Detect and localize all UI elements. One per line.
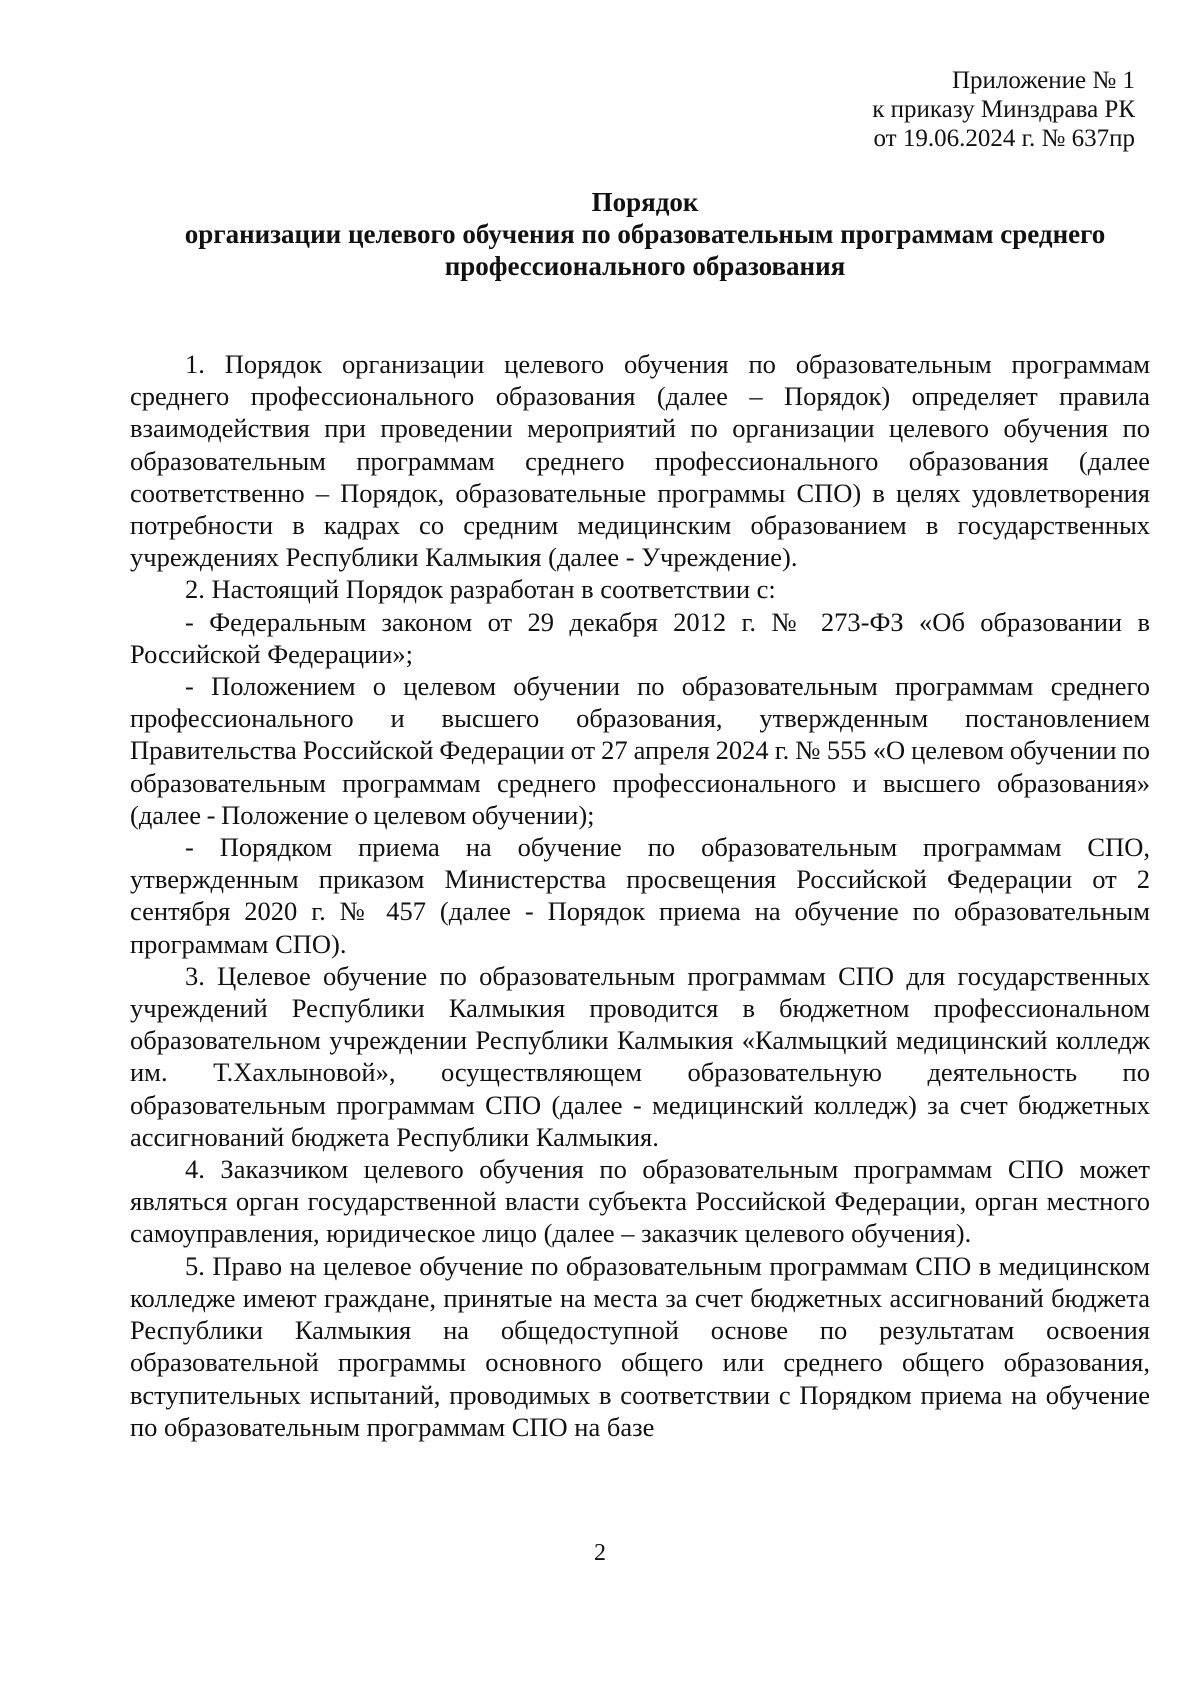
document-title-line: организации целевого обучения по образовательным программам среднего xyxy=(184,219,1106,249)
document-title-line: профессионального образования xyxy=(444,251,846,281)
paragraph-2: 2. Настоящий Порядок разработан в соответствии с: xyxy=(185,574,776,605)
document-title xyxy=(140,186,1150,282)
appendix-header xyxy=(872,66,1135,153)
paragraph-3: 3. Целевое обучение по образовательным программам СПО для государственных учреждений Республики Калмыкия проводится в бюджетном профессиональном образовательном учреждении Республики Калмыкия «Калмыцкий медицинский колледж им. Т.Хахлыновой», осуществляющем образовательную деятельность по образовательным программам СПО (далее - медицинский колледж) за счет бюджетных ассигнований бюджета Республики Калмыкия. xyxy=(130,960,1150,1152)
paragraph-4: 4. Заказчиком целевого обучения по образовательным программам СПО может являться орган государственной власти субъекта Российской Федерации, орган местного самоуправления, юридическое лицо (далее – заказчик целевого обучения). xyxy=(130,1154,1150,1249)
paragraph-1: 1. Порядок организации целевого обучения по образовательным программам среднего профессионального образования (далее – Порядок) определяет правила взаимодействия при проведении мероприятий по организации целевого обучения по образовательным программам среднего профессионального образования (далее соответственно – Порядок, образовательные программы СПО) в целях удовлетворения потребности в кадрах со средним медицинским образованием в государственных учреждениях Республики Калмыкия (далее - Учреждение). xyxy=(130,349,1150,573)
page-number: 2 xyxy=(594,1540,606,1566)
paragraph-2-item-regulation: - Положением о целевом обучении по образовательным программам среднего профессионального и высшего образования, утвержденным постановлением Правительства Российской Федерации от 27 апреля 2024 г. № 555 «О целевом обучении по образовательным программам среднего профессионального и высшего образования» (далее - Положение о целевом обучении); xyxy=(130,671,1150,830)
appendix-header-line: Приложение № 1 xyxy=(951,67,1135,94)
appendix-header-line: к приказу Минздрава РК xyxy=(872,96,1135,123)
document-title-line: Порядок xyxy=(591,187,699,217)
appendix-header-line: от 19.06.2024 г. № 637пр xyxy=(873,125,1135,152)
paragraph-2-item-admission-order: - Порядком приема на обучение по образовательным программам СПО, утвержденным приказом Министерства просвещения Российской Федерации от 2 сентября 2020 г. № 457 (далее - Порядок приема на обучение по образовательным программам СПО). xyxy=(130,832,1150,959)
document-body xyxy=(130,348,1150,1443)
paragraph-5: 5. Право на целевое обучение по образовательным программам СПО в медицинском колледже имеют граждане, принятые на места за счет бюджетных ассигнований бюджета Республики Калмыкия на общедоступной основе по результатам освоения образовательной программы основного общего или среднего общего образования, вступительных испытаний, проводимых в соответствии с Порядком приема на обучение по образовательным программам СПО на базе xyxy=(130,1250,1150,1442)
paragraph-2-item-law: - Федеральным законом от 29 декабря 2012 г. № 273-ФЗ «Об образовании в Российской Федерации»; xyxy=(130,606,1150,669)
